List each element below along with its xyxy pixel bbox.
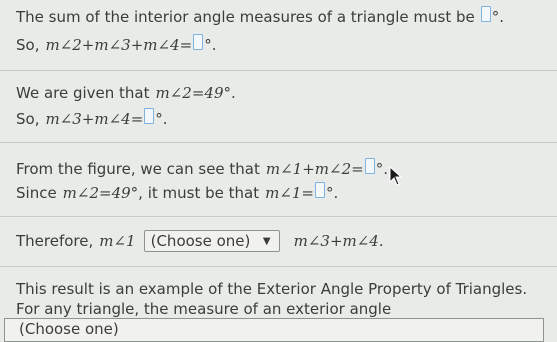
answer-box-sum[interactable] bbox=[481, 6, 491, 22]
statement-given bbox=[16, 84, 236, 102]
prefix-so: So, bbox=[16, 110, 40, 128]
relation-select[interactable] bbox=[144, 230, 280, 252]
math-expression: m∠1+m∠2= bbox=[265, 160, 364, 178]
math-expression: m∠2+m∠3+m∠4= bbox=[45, 36, 193, 54]
prefix-therefore: Therefore, bbox=[16, 232, 94, 250]
statement-angle-sum bbox=[16, 34, 216, 54]
statement-text: This result is an example of the Exterior Angle Property of Triangles. bbox=[16, 280, 528, 298]
statement-text: The sum of the interior angle measures of a triangle must be bbox=[16, 8, 475, 26]
statement-from-figure bbox=[16, 158, 388, 178]
select-value: (Choose one) bbox=[150, 232, 251, 250]
math-expression: m∠2=49°. bbox=[155, 84, 236, 102]
answer-box-angle-sum[interactable] bbox=[193, 34, 203, 50]
prefix-so: So, bbox=[16, 36, 40, 54]
mouse-pointer-icon bbox=[389, 166, 403, 186]
statement-exterior-angle bbox=[16, 300, 391, 318]
divider bbox=[0, 70, 557, 71]
statement-angle3-angle4 bbox=[16, 108, 168, 128]
math-expression: m∠3+m∠4= bbox=[45, 110, 144, 128]
answer-box-angle1-angle2[interactable] bbox=[365, 158, 375, 174]
divider bbox=[0, 216, 557, 217]
degree-symbol: °. bbox=[491, 8, 504, 26]
statement-exterior-property bbox=[16, 280, 527, 298]
prefix-given: We are given that bbox=[16, 84, 150, 102]
answer-box-angle1[interactable] bbox=[315, 182, 325, 198]
degree-symbol: °. bbox=[375, 160, 388, 178]
math-expression: m∠1 bbox=[99, 232, 136, 250]
statement-since bbox=[16, 182, 338, 202]
statement-sum-interior bbox=[16, 6, 504, 26]
degree-symbol: °. bbox=[326, 184, 339, 202]
connector-text: , it must be that bbox=[138, 184, 260, 202]
answer-box-angle3-angle4[interactable] bbox=[144, 108, 154, 124]
triangle-down-icon: ▼ bbox=[262, 235, 271, 247]
degree-symbol: °. bbox=[155, 110, 168, 128]
math-expression: m∠1= bbox=[265, 184, 314, 202]
exterior-angle-select[interactable] bbox=[4, 318, 544, 342]
math-expression: m∠3+m∠4. bbox=[293, 232, 384, 250]
divider bbox=[0, 142, 557, 143]
prefix-figure: From the figure, we can see that bbox=[16, 160, 260, 178]
statement-therefore bbox=[16, 230, 384, 252]
divider bbox=[0, 266, 557, 267]
statement-text: For any triangle, the measure of an exterior angle bbox=[16, 300, 392, 318]
degree-symbol: °. bbox=[204, 36, 217, 54]
math-expression: m∠2=49° bbox=[62, 184, 139, 202]
prefix-since: Since bbox=[16, 184, 57, 202]
select-value: (Choose one) bbox=[19, 320, 119, 338]
